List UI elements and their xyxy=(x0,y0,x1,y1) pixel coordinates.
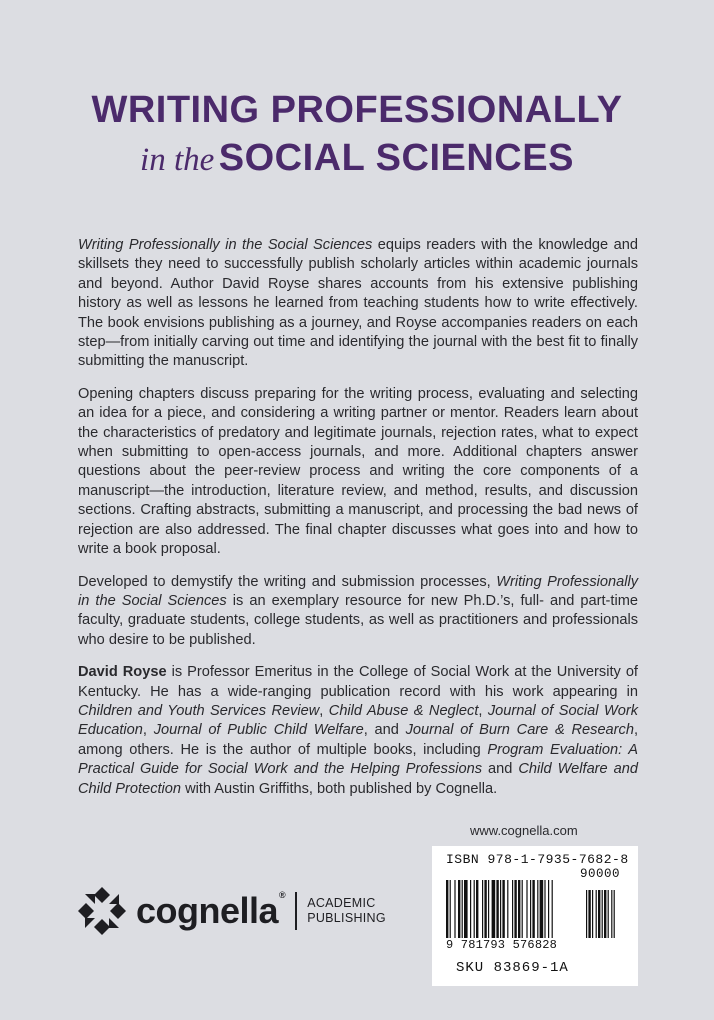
barcode-bar xyxy=(462,880,463,938)
barcode-bar xyxy=(488,880,489,938)
wordmark-text: cognella xyxy=(136,890,279,931)
logo-subtitle xyxy=(307,896,386,926)
barcode-bar xyxy=(454,880,455,938)
paragraph-audience-text-a: Developed to demystify the writing and submission processes, xyxy=(78,573,497,590)
logo-divider xyxy=(295,892,297,930)
bio-text-a: is Professor Emeritus in the College of Social Work at the University of Kentucky. He has a wide-ranging publication record with his work appearing in xyxy=(78,664,638,700)
barcode-bar xyxy=(474,880,475,938)
book-title-italic-2: Writing Professionally in the Social Sciences xyxy=(78,573,639,609)
addon-bar xyxy=(611,890,612,938)
barcode-bar xyxy=(484,880,486,938)
journal-4: Journal of Public Child Welfare xyxy=(153,722,364,739)
isbn-text: ISBN 978-1-7935-7682-8 xyxy=(446,852,629,867)
addon-bar xyxy=(608,890,609,938)
publisher-website[interactable]: www.cognella.com xyxy=(470,823,578,838)
cognella-flower-icon xyxy=(76,885,128,937)
barcode-bar xyxy=(470,880,471,938)
bio-text-c: and xyxy=(482,761,519,778)
barcode-bar xyxy=(500,880,501,938)
barcode-label xyxy=(432,846,638,986)
barcode-bar xyxy=(518,880,520,938)
barcode-bar xyxy=(496,880,498,938)
bio-sep: , xyxy=(142,722,154,739)
barcode-bar xyxy=(544,880,545,938)
paragraph-intro xyxy=(78,236,638,372)
logo-sub-line-1: ACADEMIC xyxy=(307,896,376,910)
journal-1: Children and Youth Services Review xyxy=(78,702,320,719)
logo-sub-line-2: PUBLISHING xyxy=(307,911,386,925)
barcode-digits: 9 781793 576828 xyxy=(446,938,558,952)
paragraph-audience-text-b: is an exemplary resource for new Ph.D.’s, full- and part-time faculty, graduate students, college students, as well as practitioners and professionals who desire to be published. xyxy=(78,592,638,648)
barcode-bar xyxy=(532,880,534,938)
journal-3: Journal of Social Work Education xyxy=(78,702,638,739)
back-cover-description xyxy=(78,236,638,812)
barcode-bar xyxy=(464,880,468,938)
addon-bar xyxy=(592,890,593,938)
barcode-bar xyxy=(514,880,516,938)
logo-wordmark xyxy=(136,890,285,932)
journal-2: Child Abuse & Neglect xyxy=(328,702,479,719)
barcode-bar xyxy=(458,880,460,938)
barcode-bar xyxy=(507,880,508,938)
publisher-logo xyxy=(76,885,386,937)
addon-bar xyxy=(598,890,600,938)
title-small-words: in the xyxy=(140,142,215,178)
barcode-bar xyxy=(526,880,527,938)
paragraph-intro-text: equips readers with the knowledge and skillsets they need to successfully publish scholarly articles within academic journals and beyond. Author David Royse shares accounts from his extensive publishing history as well as lessons he learned from teaching students how to write effectively. The book envisions publishing as a journey, and Royse accompanies readers on each step—from initially carving out time and identifying the journal with the best fit to finally submitting the manuscript. xyxy=(78,237,638,370)
book-title xyxy=(0,88,714,188)
barcode-bar xyxy=(476,880,478,938)
barcode-bar xyxy=(540,880,544,938)
barcode-bar xyxy=(530,880,531,938)
title-line-1: WRITING PROFESSIONALLY xyxy=(91,89,623,131)
book-title-italic: Writing Professionally in the Social Sciences xyxy=(78,237,373,253)
barcode-bar xyxy=(446,880,448,938)
bio-text-b: , among others. He is the author of multiple books, including xyxy=(78,722,639,758)
barcode-bar xyxy=(492,880,496,938)
book-1: Program Evaluation: A Practical Guide for Social Work and the Helping Professions xyxy=(78,741,638,778)
title-subject: SOCIAL SCIENCES xyxy=(218,137,574,179)
price-code: 90000 xyxy=(580,867,621,881)
sku-text: SKU 83869-1A xyxy=(456,960,569,976)
bio-sep: , xyxy=(319,702,329,719)
registered-mark: ® xyxy=(279,890,286,900)
addon-bar xyxy=(596,890,597,938)
barcode-bar xyxy=(522,880,523,938)
bio-sep: , and xyxy=(363,722,406,739)
paragraph-audience xyxy=(78,573,638,651)
bio-sep: , xyxy=(478,702,488,719)
paragraph-chapters: Opening chapters discuss preparing for the writing process, evaluating and selecting an idea for a piece, and considering a writing partner or mentor. Readers learn about the characteristics of predatory and legitimate journals, rejection rates, what to expect when submitting to open-access journals, and more. Additional chapters answer questions about the peer-review process and writing the core components of a manuscript—the introduction, literature review, and method, results, and discussion sections. Crafting abstracts, submitting a manuscript, and processing the bad news of rejection are also addressed. The final chapter discusses what goes into and how to write a book proposal. xyxy=(78,385,638,558)
bio-text-d: with Austin Griffiths, both published by Cognella. xyxy=(181,780,498,797)
addon-bar xyxy=(614,890,615,938)
barcode-bar xyxy=(537,880,538,938)
book-2: Child Welfare and Child Protection xyxy=(78,761,638,797)
barcode-bar xyxy=(552,880,553,938)
title-line-2 xyxy=(0,136,714,188)
addon-bar xyxy=(586,890,587,938)
addon-bar xyxy=(604,890,606,938)
barcode-bar xyxy=(482,880,483,938)
journal-5: Journal of Burn Care & Research xyxy=(405,722,634,739)
author-name: David Royse xyxy=(78,664,167,681)
barcode-bar xyxy=(548,880,549,938)
author-bio xyxy=(78,663,638,799)
addon-bar xyxy=(602,890,603,938)
barcode-bar xyxy=(502,880,504,938)
barcode-bar xyxy=(512,880,513,938)
addon-bar xyxy=(588,890,590,938)
barcode-image xyxy=(446,880,626,938)
barcode-bar xyxy=(450,880,451,938)
